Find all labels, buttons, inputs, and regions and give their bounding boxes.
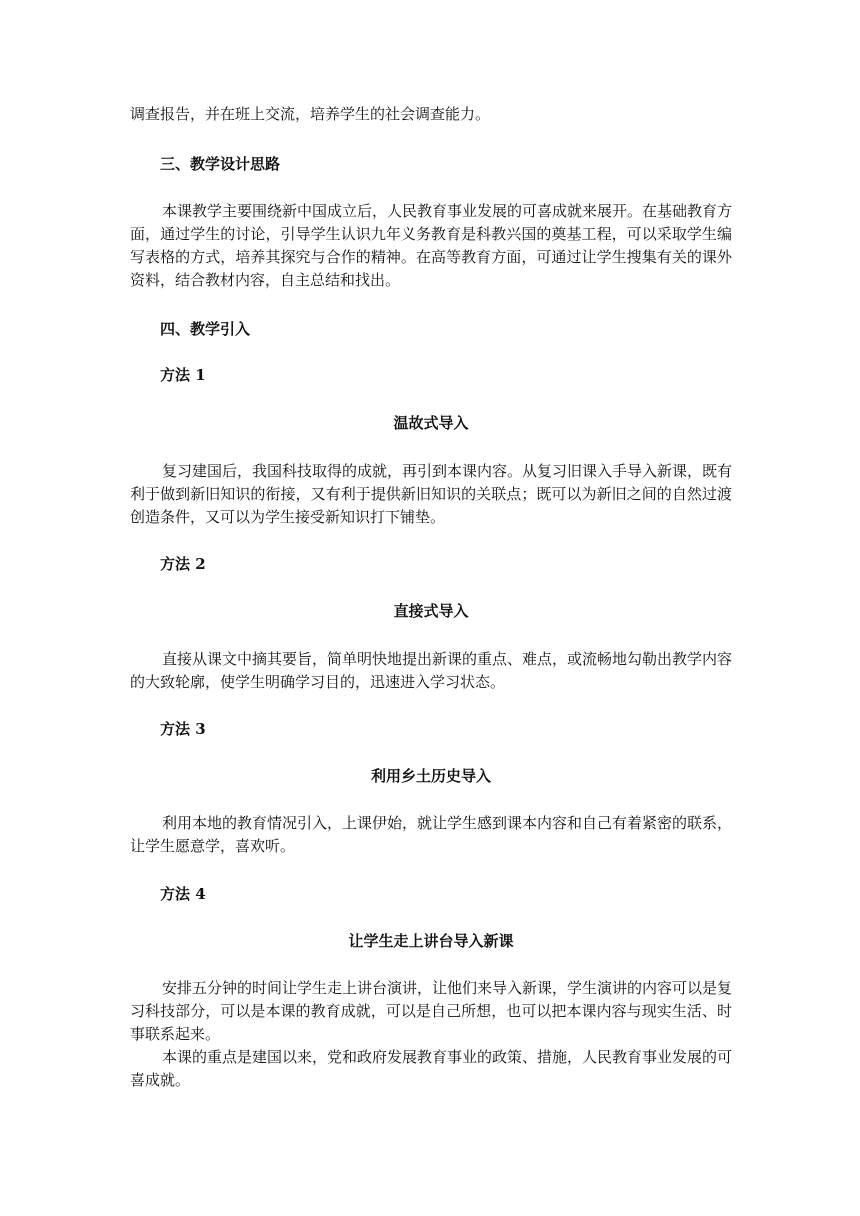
- method-1-title: 温故式导入: [393, 414, 469, 432]
- section-3-heading: 三、教学设计思路: [160, 155, 281, 173]
- method-1-label: 方法 1: [160, 366, 206, 384]
- method-4-label: 方法 4: [160, 885, 206, 903]
- section-3-paragraph: 本课教学主要围绕新中国成立后，人民教育事业发展的可喜成就来展开。在基础教育方面，通过学生的讨论，引导学生认识九年义务教育是科教兴国的奠基工程，可以采取学生编写表格的方式，培养其探究与合作的精神。在高等教育方面，可通过让学生搜集有关的课外资料，结合教材内容，自主总结和找出。: [130, 202, 733, 289]
- method-3-title: 利用乡土历史导入: [370, 767, 491, 785]
- method-1-paragraph: 复习建国后，我国科技取得的成就，再引到本课内容。从复习旧课入手导入新课，既有利于做到新旧知识的衔接，又有利于提供新旧知识的关联点；既可以为新旧之间的自然过渡创造条件，又可以为学生接受新知识打下铺垫。: [130, 462, 733, 526]
- method-3-label: 方法 3: [160, 720, 206, 738]
- method-2-label: 方法 2: [160, 555, 206, 573]
- method-4-paragraph: 安排五分钟的时间让学生走上讲台演讲，让他们来导入新课，学生演讲的内容可以是复习科技部分，可以是本课的教育成就，可以是自己所想，也可以把本课内容与现实生活、时事联系起来。 本课的重点是建国以来，党和政府发展教育事业的政策、措施，人民教育事业发展的可喜成就。: [130, 977, 732, 1092]
- method-2-paragraph: 直接从课文中摘其要旨，简单明快地提出新课的重点、难点，或流畅地勾勒出教学内容的大致轮廓，使学生明确学习目的，迅速进入学习状态。: [130, 650, 733, 691]
- section-4-heading: 四、教学引入: [160, 320, 251, 338]
- method-4-paragraph-2: 本课的重点是建国以来，党和政府发展教育事业的政策、措施，人民教育事业发展的可喜成就。: [130, 1048, 733, 1089]
- intro-tail-paragraph: 调查报告，并在班上交流，培养学生的社会调查能力。: [130, 105, 491, 123]
- method-2-title: 直接式导入: [393, 602, 469, 620]
- method-3-paragraph: 利用本地的教育情况引入，上课伊始，就让学生感到课本内容和自己有着紧密的联系，让学生愿意学，喜欢听。: [130, 814, 733, 855]
- method-4-title: 让学生走上讲台导入新课: [348, 932, 514, 950]
